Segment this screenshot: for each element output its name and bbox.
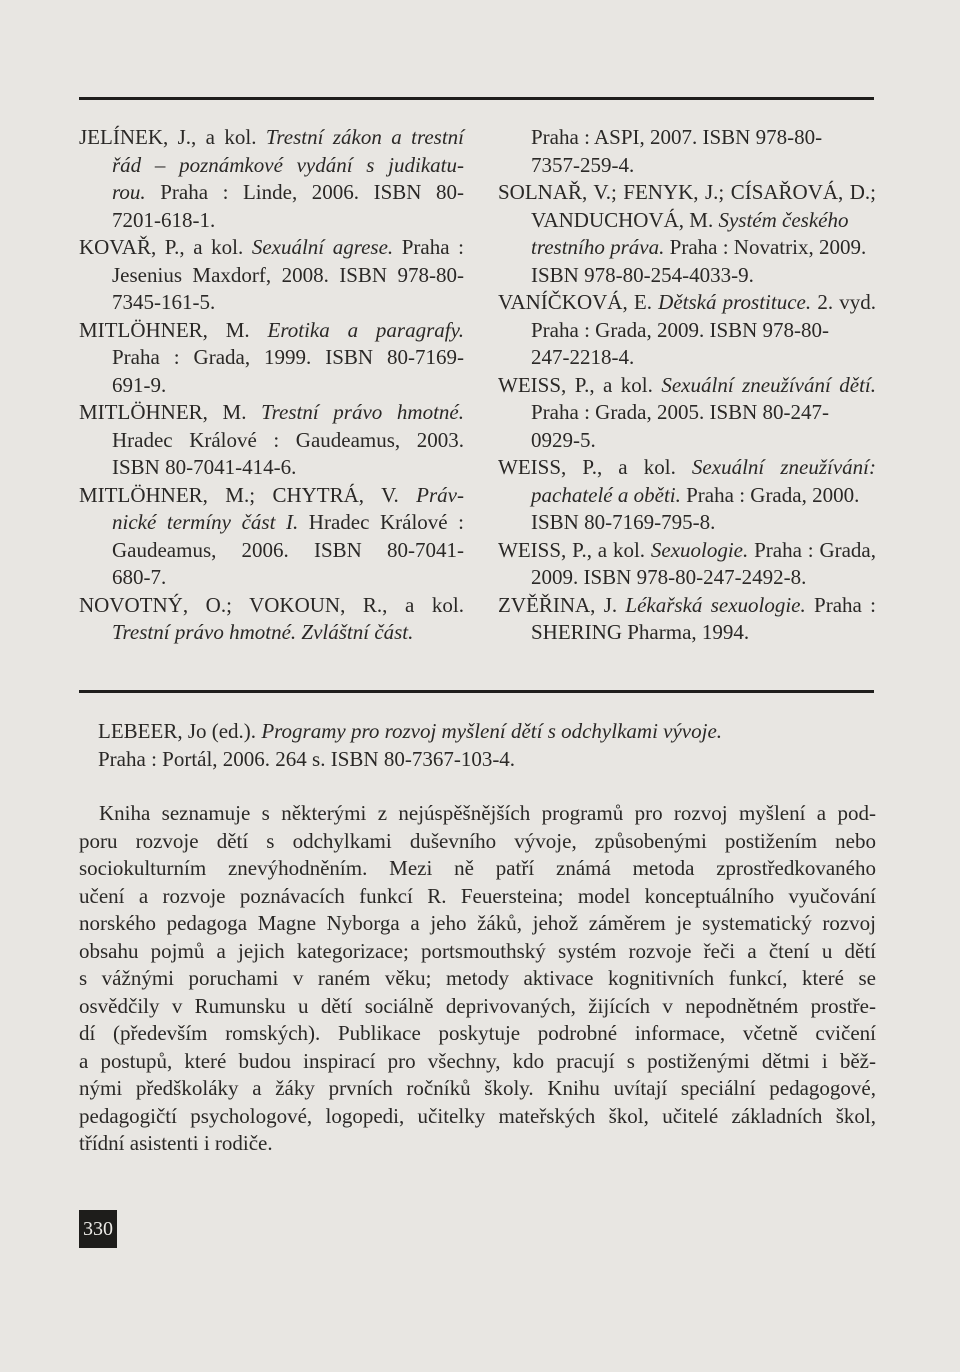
italic-title: Erotika a paragrafy. <box>267 317 464 342</box>
italic-title: rou. <box>112 180 146 204</box>
entry-line <box>498 234 876 262</box>
text-run: 2. vyd. <box>811 290 876 314</box>
entry-line <box>79 124 464 152</box>
entry-line <box>498 537 876 565</box>
entry-line <box>498 207 876 235</box>
entry-line <box>79 152 464 180</box>
bibliography-left-column <box>79 124 464 647</box>
entry-line <box>498 344 876 372</box>
entry-line <box>498 179 876 207</box>
text-run: VANÍČKOVÁ, E. <box>498 290 659 314</box>
text-run: 2009. ISBN 978-80-247-2492-8. <box>531 565 807 589</box>
text-run: MITLÖHNER, M. <box>79 400 262 424</box>
entry-line <box>498 317 876 345</box>
text-run: SHERING Pharma, 1994. <box>531 620 750 644</box>
entry-line <box>498 619 876 647</box>
entry-line <box>79 179 464 207</box>
entry-line <box>79 317 464 345</box>
bibliography-entry <box>79 592 464 647</box>
entry-line <box>79 592 464 620</box>
entry-line <box>498 152 876 180</box>
bibliography-entry <box>498 592 876 647</box>
entry-line <box>79 262 464 290</box>
review-text-line: norského pedagoga Magne Nyborga a jeho žáků, jehož záměrem je systematický rozvoj <box>79 911 876 935</box>
text-run: LEBEER, Jo (ed.). <box>98 719 262 743</box>
entry-line <box>79 399 464 427</box>
text-run: WEISS, P., a kol. <box>498 537 651 562</box>
text-run: MITLÖHNER, M. <box>79 317 268 342</box>
review-text-line: a postupů, které budou inspirací pro všechny, kdo pracují s postiženými dětmi i běž- <box>79 1048 876 1073</box>
text-run: Jesenius Maxdorf, 2008. ISBN 978-80- <box>112 262 464 287</box>
bibliography-entry <box>79 124 464 234</box>
text-run: KOVAŘ, P., a kol. <box>79 235 252 259</box>
text-run: ISBN 80-7041-414-6. <box>112 455 297 479</box>
bibliography-entry <box>498 179 876 289</box>
text-run: Praha : <box>805 592 877 617</box>
text-run: Praha : Grada, 2000. <box>680 482 860 507</box>
entry-line <box>498 509 876 537</box>
text-run: 7345-161-5. <box>112 290 216 314</box>
entry-line <box>79 427 464 455</box>
text-run: Gaudeamus, 2006. ISBN 80-7041- <box>112 537 464 562</box>
entry-line <box>79 482 464 510</box>
review-text-line: osvědčily v Rumunsku u dětí sociálně deprivovaných, žijících v nepodnětném prostře- <box>79 993 876 1018</box>
text-run: VANDUCHOVÁ, M. <box>531 207 719 232</box>
text-run: WEISS, P., a kol. <box>498 455 692 479</box>
entry-line <box>498 372 876 400</box>
review-text-line: s vážnými poruchami v raném věku; metody aktivace kognitivních funkcí, které se <box>79 966 876 990</box>
italic-title: Trestní právo hmotné. <box>261 400 464 424</box>
italic-title: Práv- <box>416 482 464 507</box>
entry-line <box>79 289 464 317</box>
text-run: 0929-5. <box>531 427 596 452</box>
text-run: Praha : Novatrix, 2009. <box>664 235 867 259</box>
entry-line <box>79 344 464 372</box>
text-run: NOVOTNÝ, O.; VOKOUN, R., a kol. <box>79 592 464 617</box>
entry-line <box>79 207 464 235</box>
section-rule <box>79 690 874 693</box>
italic-title: Sexuologie. <box>650 537 749 562</box>
text-run: Hradec Králové : <box>298 510 464 534</box>
entry-line <box>79 509 464 537</box>
text-run: MITLÖHNER, M.; CHYTRÁ, V. <box>79 482 417 507</box>
page-number: 330 <box>79 1210 117 1248</box>
text-run: 7201-618-1. <box>112 207 216 232</box>
bibliography-right-column <box>498 124 876 647</box>
review-text-line: sociokulturním znevýhodněním. Mezi ně patří známá metoda zprostředkovaného <box>79 856 876 880</box>
italic-title: Trestní zákon a trestní <box>265 125 464 149</box>
italic-title: trestního práva. <box>531 235 665 259</box>
italic-title: řád – poznámkové vydání s judikatu- <box>112 152 464 177</box>
entry-line <box>498 454 876 482</box>
review-text <box>79 800 876 1158</box>
entry-line <box>498 592 876 620</box>
italic-title: Trestní právo hmotné. Zvláštní část. <box>112 620 414 644</box>
text-run: Praha : ASPI, 2007. ISBN 978-80- <box>531 125 823 149</box>
review-text-line: dí (především romských). Publikace poskytuje podrobné informace, včetně cvičení <box>79 1021 876 1045</box>
review-text-line: Kniha seznamuje s některými z nejúspěšnějších programů pro rozvoj myšlení a pod- <box>99 801 876 825</box>
text-run: Praha : Grada, 1999. ISBN 80-7169- <box>112 345 464 369</box>
bibliography-entry <box>498 124 876 179</box>
text-run: Praha : Grada, 2005. ISBN 80-247- <box>531 400 830 424</box>
entry-line <box>79 537 464 565</box>
entry-line <box>79 372 464 400</box>
text-run: ZVĚŘINA, J. <box>498 592 626 617</box>
bibliography-entry <box>498 372 876 455</box>
italic-title: Dětská prostituce. <box>658 290 812 314</box>
italic-title: Sexuální zneužívání dětí. <box>661 372 876 397</box>
text-run: ISBN 978-80-254-4033-9. <box>531 262 754 287</box>
entry-line <box>498 289 876 317</box>
entry-line <box>79 564 464 592</box>
bibliography-entry <box>79 399 464 482</box>
italic-title: Programy pro rozvoj myšlení dětí s odchylkami vývoje. <box>261 719 723 743</box>
text-run: 691-9. <box>112 372 167 397</box>
review-text-line: poru rozvoje dětí s odchylkami duševního vývoje, způsobenými postižením nebo <box>79 828 876 853</box>
review-text-line: pedagogičtí psychologové, logopedi, učitelky mateřských škol, učitelé základních škol, <box>79 1103 876 1128</box>
bibliography-entry <box>498 454 876 537</box>
review-text-line: obsahu pojmů a jejich kategorizace; portsmouthský systém rozvoje řeči a čtení u dětí <box>79 938 876 963</box>
text-run: 7357-259-4. <box>531 152 635 177</box>
entry-line <box>79 619 464 647</box>
bibliography-entry <box>79 234 464 317</box>
text-run: 680-7. <box>112 565 167 589</box>
top-rule <box>79 97 874 100</box>
bibliography-entry <box>79 482 464 592</box>
review-text-line: třídní asistenti i rodiče. <box>79 1131 273 1155</box>
italic-title: nické termíny část I. <box>112 510 299 534</box>
review-reference <box>98 718 858 773</box>
text-run: 247-2218-4. <box>531 345 635 369</box>
entry-line <box>498 427 876 455</box>
review-text-line: nými předškoláky a žáky prvních ročníků školy. Knihu uvítají speciální pedagogové, <box>79 1076 876 1100</box>
italic-title: Sexuální zneužívání: <box>691 455 876 479</box>
review-reference-line-2: Praha : Portál, 2006. 264 s. ISBN 80-7367-103-4. <box>98 746 516 771</box>
entry-line <box>498 262 876 290</box>
entry-line <box>498 564 876 592</box>
text-run: WEISS, P., a kol. <box>498 372 662 397</box>
entry-line <box>79 234 464 262</box>
review-text-line: učení a rozvoje poznávacích funkcí R. Feuersteina; model konceptuálního vyučování <box>79 883 876 908</box>
text-run: Praha : Grada, 2009. ISBN 978-80- <box>531 317 830 342</box>
review-reference-line-1 <box>98 718 858 746</box>
italic-title: pachatelé a oběti. <box>531 482 681 507</box>
bibliography-entry <box>498 537 876 592</box>
entry-line <box>79 454 464 482</box>
entry-line <box>498 399 876 427</box>
text-run: Hradec Králové : Gaudeamus, 2003. <box>112 427 464 452</box>
italic-title: Lékařská sexuologie. <box>625 592 806 617</box>
bibliography-entry <box>79 317 464 400</box>
italic-title: Sexuální agrese. <box>251 235 394 259</box>
bibliography-entry <box>498 289 876 372</box>
text-run: Praha : Grada, <box>748 537 876 562</box>
entry-line <box>498 482 876 510</box>
italic-title: Systém českého <box>718 207 849 232</box>
text-run: Praha : Linde, 2006. ISBN 80- <box>145 180 464 204</box>
entry-line <box>498 124 876 152</box>
text-run: ISBN 80-7169-795-8. <box>531 510 716 534</box>
text-run: Praha : <box>393 235 464 259</box>
text-run: SOLNAŘ, V.; FENYK, J.; CÍSAŘOVÁ, D.; <box>498 180 876 204</box>
text-run: JELÍNEK, J., a kol. <box>79 125 266 149</box>
